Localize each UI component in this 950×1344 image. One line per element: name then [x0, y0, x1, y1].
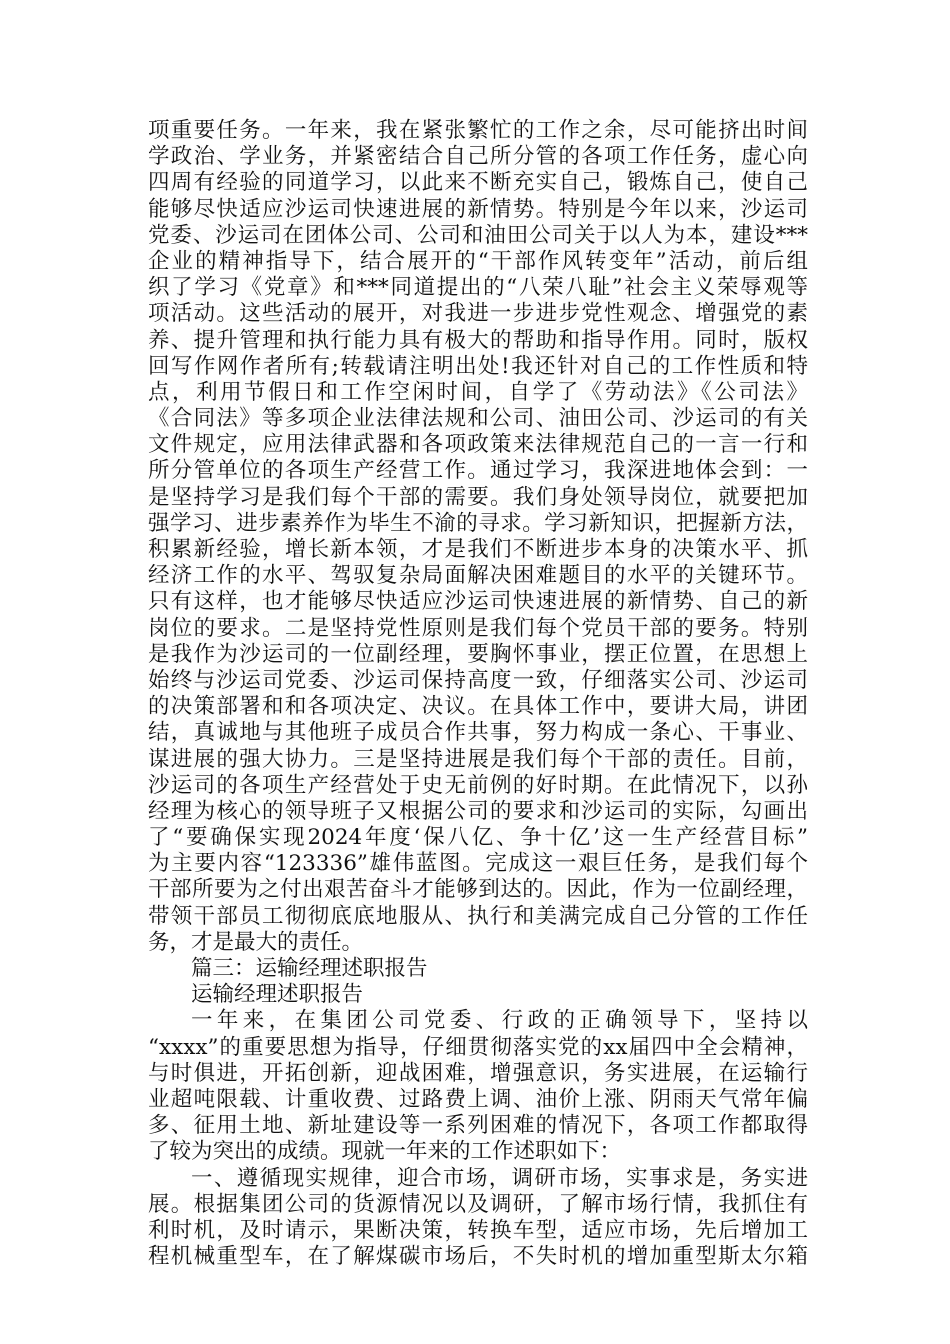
text-line: 是我作为沙运司的一位副经理，要胸怀事业，摆正位置，在思想上	[148, 641, 808, 667]
text-line: 务，才是最大的责任。	[148, 929, 364, 955]
text-line: 养、提升管理和执行能力具有极大的帮助和指导作用。同时，版权	[148, 327, 808, 353]
section-1-body	[148, 118, 808, 956]
text-line: 经济工作的水平、驾驭复杂局面解决困难题目的水平的关键环节。	[148, 563, 808, 589]
text-line: 始终与沙运司党委、沙运司保持高度一致，仔细落实公司、沙运司	[148, 667, 808, 693]
text-line: 能够尽快适应沙运司快速进展的新情势。特别是今年以来，沙运司	[148, 196, 808, 222]
text-line: 经理为核心的领导班子又根据公司的要求和沙运司的实际，勾画出	[148, 798, 808, 824]
text-line: 文件规定，应用法律武器和各项政策来法律规范自己的一言一行和	[148, 432, 808, 458]
text-line: “xxxx”的重要思想为指导，仔细贯彻落实党的xx届四中全会精神，	[148, 1034, 808, 1060]
text-line: 谋进展的强大协力。三是坚持进展是我们每个干部的责任。目前，	[148, 746, 808, 772]
text-line: 是坚持学习是我们每个干部的需要。我们身处领导岗位，就要把加	[148, 484, 808, 510]
text-line: 回写作网作者所有;转载请注明出处!我还针对自己的工作性质和特	[148, 353, 808, 379]
text-line: 了较为突出的成绩。现就一年来的工作述职如下：	[148, 1139, 622, 1165]
text-line: 利时机，及时请示，果断决策，转换车型，适应市场，先后增加工	[148, 1217, 808, 1243]
text-line: 《合同法》等多项企业法律法规和公司、油田公司、沙运司的有关	[148, 406, 808, 432]
text-line: 织了学习《党章》和***同道提出的“八荣八耻”社会主义荣辱观等	[148, 275, 808, 301]
text-line: 一年来，在集团公司党委、行政的正确领导下，坚持以	[191, 1008, 808, 1034]
text-line: 一、遵循现实规律，迎合市场，调研市场，实事求是，务实进	[191, 1165, 808, 1191]
text-line: 了“要确保实现2024年度‘保八亿、争十亿’这一生产经营目标”	[148, 825, 808, 851]
text-line: 结，真诚地与其他班子成员合作共事，努力构成一条心、干事业、	[148, 720, 808, 746]
text-line: 所分管单位的各项生产经营工作。通过学习，我深进地体会到：一	[148, 458, 808, 484]
text-line: 为主要内容“123336”雄伟蓝图。完成这一艰巨任务，是我们每个	[148, 851, 808, 877]
text-line: 企业的精神指导下，结合展开的“干部作风转变年”活动，前后组	[148, 248, 808, 274]
text-line: 强学习、进步素养作为毕生不渝的寻求。学习新知识，把握新方法，	[148, 510, 808, 536]
text-line: 学政治、学业务，并紧密结合自己所分管的各项工作任务，虚心向	[148, 144, 808, 170]
section-heading: 篇三：运输经理述职报告	[191, 956, 428, 981]
text-line: 岗位的要求。二是坚持党性原则是我们每个党员干部的要务。特别	[148, 615, 808, 641]
text-line: 沙运司的各项生产经营处于史无前例的好时期。在此情况下，以孙	[148, 772, 808, 798]
text-line: 点，利用节假日和工作空闲时间，自学了《劳动法》《公司法》	[148, 379, 808, 405]
section-3-body	[148, 1008, 808, 1270]
text-line: 多、征用土地、新址建设等一系列困难的情况下，各项工作都取得	[148, 1113, 808, 1139]
text-line: 与时俱进，开拓创新，迎战困难，增强意识，务实进展，在运输行	[148, 1060, 808, 1086]
text-line: 程机械重型车，在了解煤碳市场后，不失时机的增加重型斯太尔箱	[148, 1244, 808, 1270]
text-line: 四周有经验的同道学习，以此来不断充实自己，锻炼自己，使自己	[148, 170, 808, 196]
text-line: 干部所要为之付出艰苦奋斗才能够到达的。因此，作为一位副经理，	[148, 877, 808, 903]
text-line: 积累新经验，增长新本领，才是我们不断进步本身的决策水平、抓	[148, 537, 808, 562]
text-line: 只有这样，也才能够尽快适应沙运司快速进展的新情势、自己的新	[148, 589, 808, 615]
text-line: 带领干部员工彻彻底底地服从、执行和美满完成自己分管的工作任	[148, 903, 808, 929]
text-line: 展。根据集团公司的货源情况以及调研，了解市场行情，我抓住有	[148, 1191, 808, 1217]
text-line: 业超吨限载、计重收费、过路费上调、油价上涨、阴雨天气常年偏	[148, 1086, 808, 1112]
text-line: 项重要任务。一年来，我在紧张繁忙的工作之余，尽可能挤出时间	[148, 118, 808, 143]
text-line: 的决策部署和和各项决定、决议。在具体工作中，要讲大局，讲团	[148, 694, 808, 720]
document-page	[148, 118, 808, 1270]
text-line: 党委、沙运司在团体公司、公司和油田公司关于以人为本，建设***	[148, 222, 808, 248]
report-title: 运输经理述职报告	[191, 982, 364, 1008]
text-line: 项活动。这些活动的展开，对我进一步进步党性观念、增强党的素	[148, 301, 808, 327]
